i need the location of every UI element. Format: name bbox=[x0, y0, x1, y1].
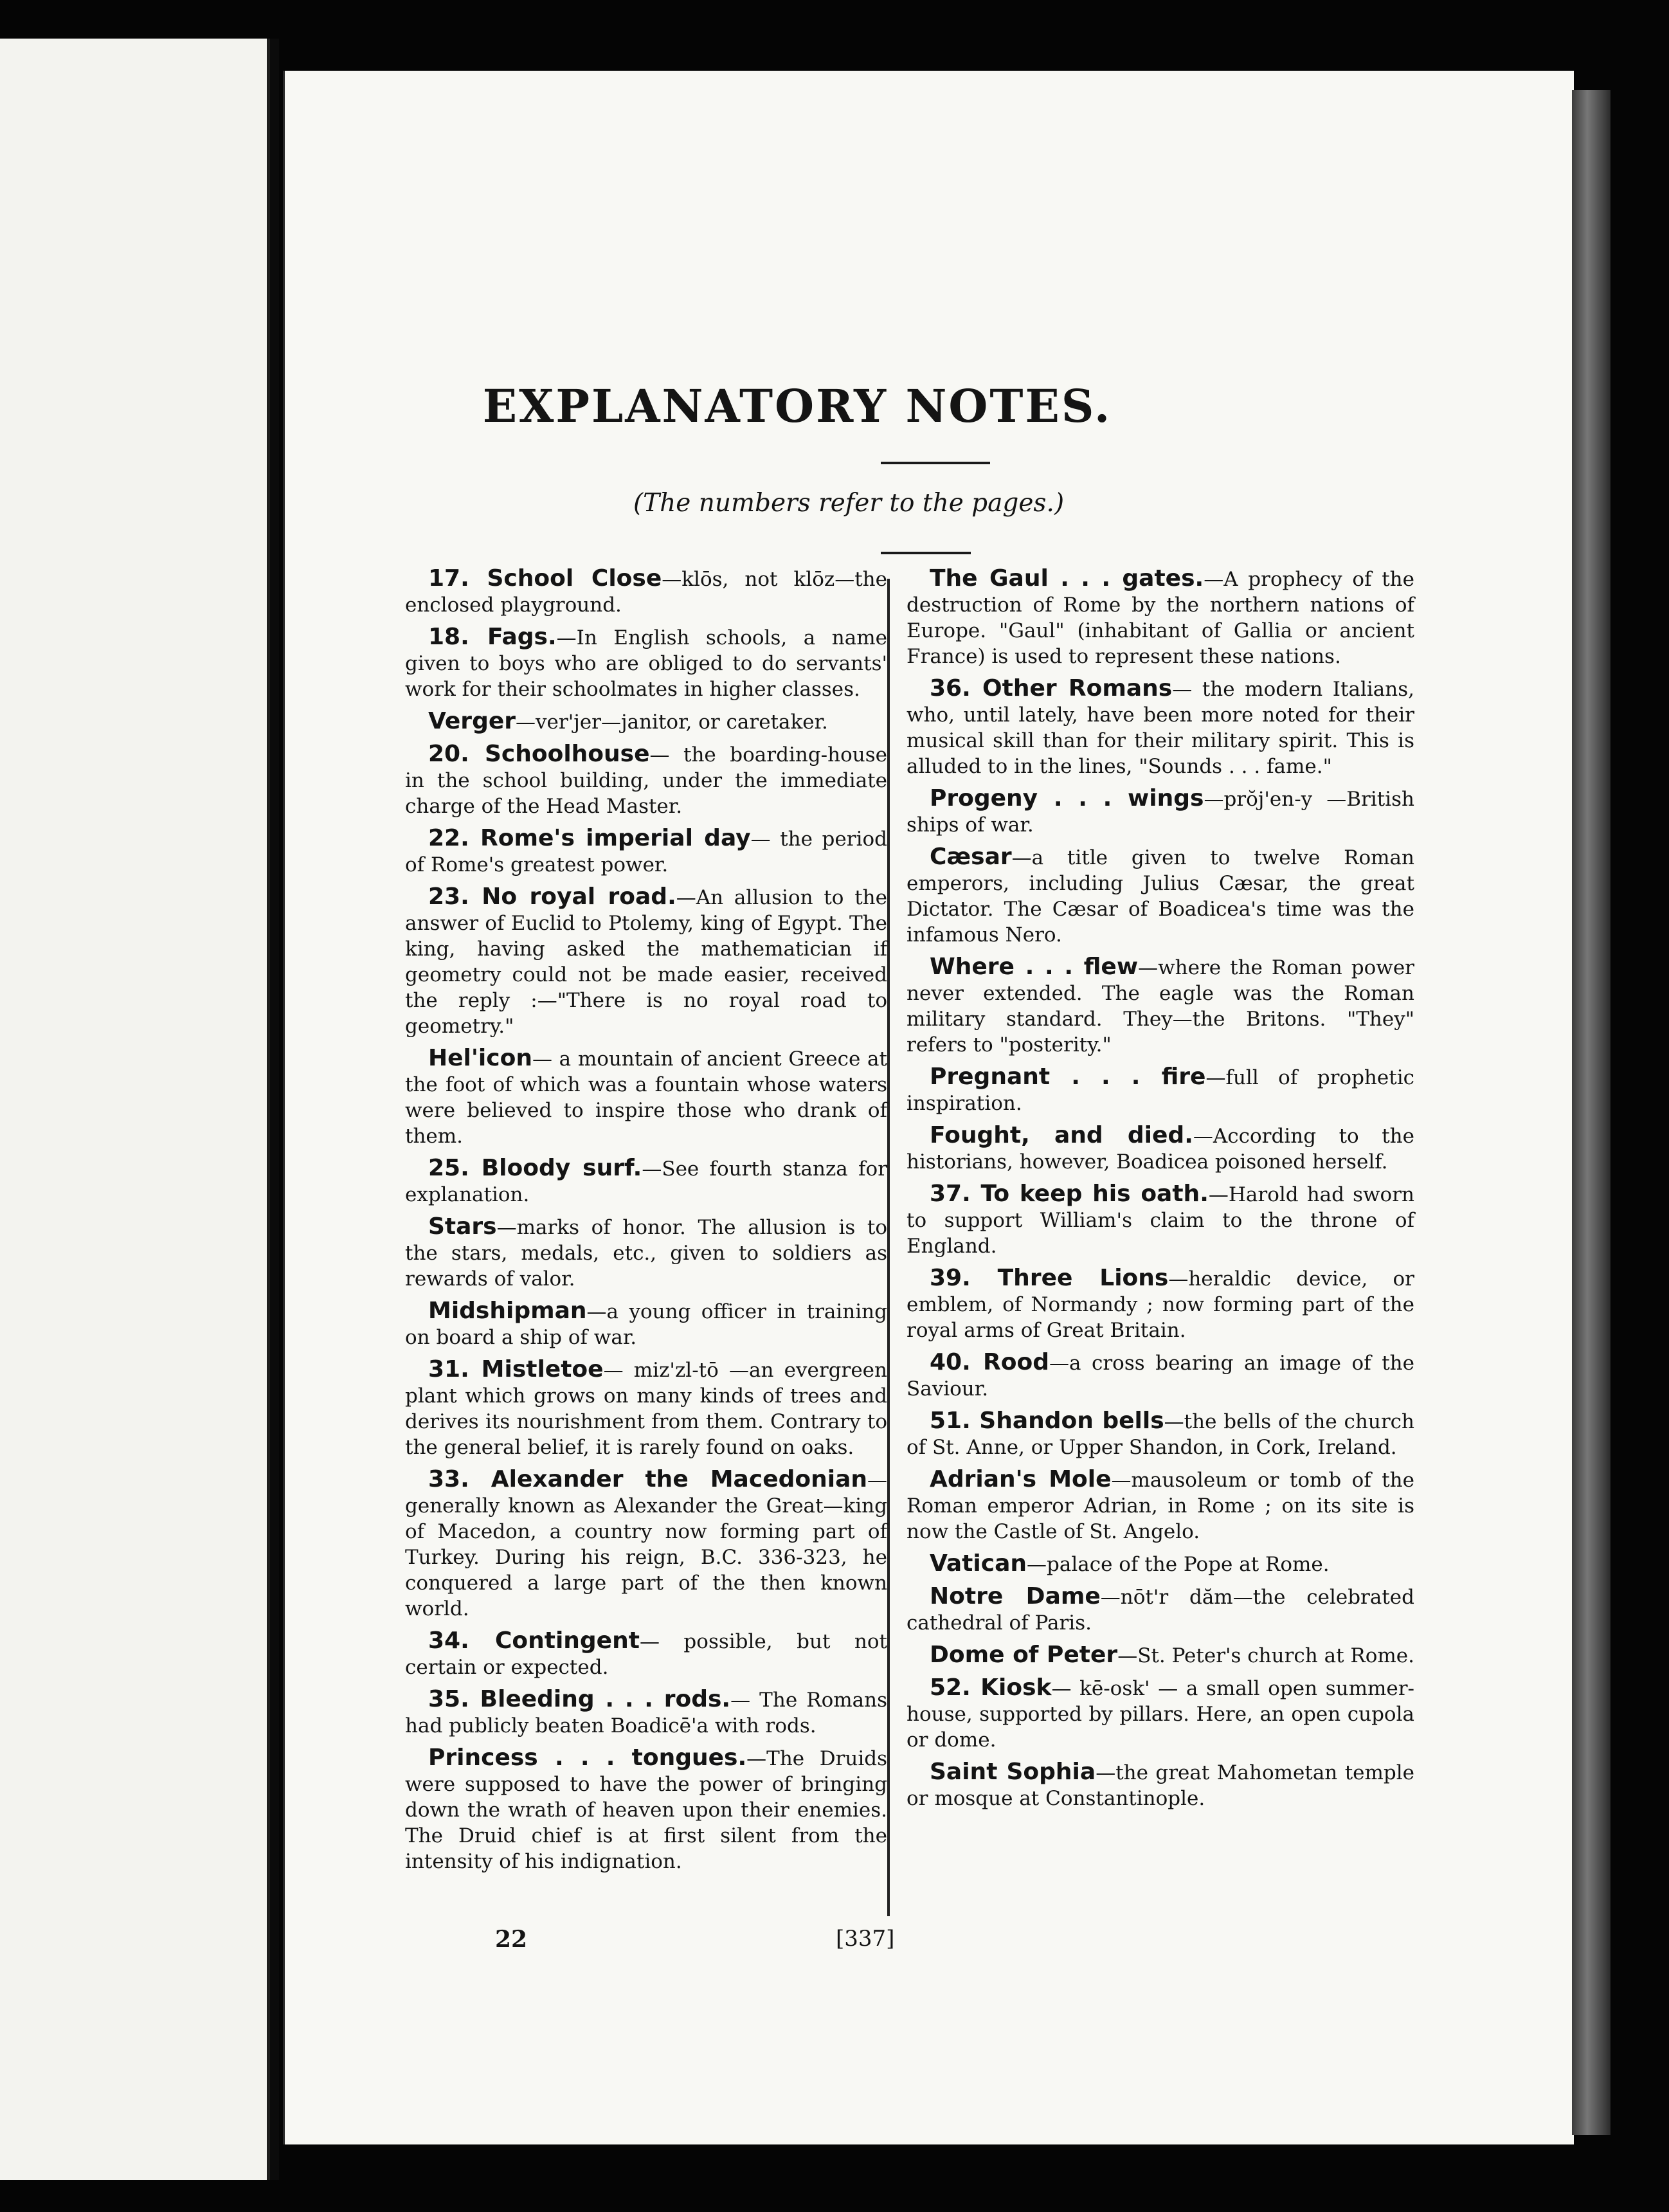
note-term: 33. Alexander the Macedonian bbox=[428, 1466, 867, 1492]
note-term: Cæsar bbox=[930, 844, 1012, 870]
note-entry bbox=[907, 1123, 1414, 1175]
note-term: Progeny . . . wings bbox=[930, 785, 1204, 811]
note-entry bbox=[907, 844, 1414, 948]
note-text: —nōt'r dăm—the celebrated cathedral of Paris. bbox=[907, 1586, 1414, 1635]
title-rule bbox=[881, 462, 990, 464]
note-term: Adrian's Mole bbox=[930, 1466, 1112, 1492]
note-text: —palace of the Pope at Rome. bbox=[1027, 1553, 1330, 1576]
note-term: Hel'icon bbox=[428, 1045, 532, 1071]
notes-right-column bbox=[907, 566, 1414, 1818]
note-text: —generally known as Alexander the Great—king of Macedon, a country now forming part of Turkey. During his reign, B.C. 336-323, he conquered a large part of the then known world. bbox=[405, 1469, 887, 1620]
signature-mark: 22 bbox=[495, 1926, 528, 1953]
note-term: 25. Bloody surf. bbox=[428, 1155, 642, 1181]
note-text: — the boarding-house in the school building, under the immediate charge of the Head Master. bbox=[405, 743, 887, 818]
note-entry bbox=[907, 1551, 1414, 1577]
note-entry bbox=[405, 884, 887, 1039]
note-text: — miz'zl-tō —an evergreen plant which grows on many kinds of trees and derives its nourishment from them. Contrary to the general belief, it is rarely found on oaks. bbox=[405, 1359, 887, 1459]
note-term: Princess . . . tongues. bbox=[428, 1745, 747, 1771]
note-entry bbox=[405, 709, 887, 735]
note-term: Stars bbox=[428, 1213, 497, 1240]
book-gutter bbox=[270, 39, 279, 2180]
note-text: —klōs, not klōz—the enclosed playground. bbox=[405, 568, 887, 617]
note-entry bbox=[907, 1350, 1414, 1402]
note-term: Dome of Peter bbox=[930, 1642, 1118, 1668]
note-text: — possible, but not certain or expected. bbox=[405, 1630, 887, 1679]
note-text: — the modern Italians, who, until lately, have been more noted for their musical skill than for their military spirit. This is alluded to in the lines, "Sounds . . . fame." bbox=[907, 678, 1415, 778]
column-divider bbox=[887, 579, 890, 1916]
note-entry bbox=[907, 1265, 1414, 1343]
note-entry bbox=[907, 1408, 1414, 1460]
note-term: 17. School Close bbox=[428, 565, 662, 592]
note-entry bbox=[405, 624, 887, 702]
page-number: [337] bbox=[836, 1926, 895, 1952]
note-entry bbox=[405, 1687, 887, 1739]
note-text: —a cross bearing an image of the Saviour. bbox=[907, 1352, 1414, 1401]
note-term: 31. Mistletoe bbox=[428, 1356, 604, 1382]
note-entry bbox=[405, 1467, 887, 1622]
note-term: 35. Bleeding . . . rods. bbox=[428, 1686, 731, 1712]
note-text: —heraldic device, or emblem, of Normandy ; now forming part of the royal arms of Great Britain. bbox=[907, 1267, 1414, 1342]
note-text: —The Druids were supposed to have the power of bringing down the wrath of heaven upon their enemies. The Druid chief is at first silent from the intensity of his indignation. bbox=[405, 1747, 887, 1873]
note-term: 20. Schoolhouse bbox=[428, 741, 650, 767]
note-text: —marks of honor. The allusion is to the stars, medals, etc., given to soldiers as rewards of valor. bbox=[405, 1216, 887, 1291]
note-term: 40. Rood bbox=[930, 1349, 1049, 1375]
note-entry bbox=[405, 1156, 887, 1208]
note-term: Midshipman bbox=[428, 1298, 587, 1324]
note-text: — the period of Rome's greatest power. bbox=[405, 828, 887, 876]
note-entry bbox=[907, 1064, 1414, 1116]
note-text: —In English schools, a name given to boys who are obliged to do servants' work for their schoolmates in higher classes. bbox=[405, 626, 887, 701]
note-term: 39. Three Lions bbox=[930, 1265, 1169, 1291]
note-entry bbox=[907, 1584, 1414, 1636]
note-term: Vatican bbox=[930, 1550, 1027, 1577]
note-entry bbox=[405, 1745, 887, 1874]
note-text: —a young officer in training on board a ship of war. bbox=[405, 1300, 887, 1349]
note-term: Where . . . flew bbox=[930, 954, 1139, 980]
note-term: 37. To keep his oath. bbox=[930, 1181, 1209, 1207]
note-text: —the great Mahometan temple or mosque at Constantinople. bbox=[907, 1761, 1414, 1810]
note-entry bbox=[907, 954, 1414, 1058]
note-entry bbox=[405, 1357, 887, 1460]
note-text: —An allusion to the answer of Euclid to Ptolemy, king of Egypt. The king, having asked the mathematician if geometry could not be made easier, received the reply :—"There is no royal road to geometry." bbox=[405, 886, 887, 1038]
subtitle-rule bbox=[881, 552, 971, 554]
note-entry bbox=[907, 1642, 1414, 1669]
note-entry bbox=[907, 566, 1414, 669]
note-entry bbox=[907, 676, 1414, 779]
note-text: —prŏj'en-y —British ships of war. bbox=[907, 788, 1414, 837]
facing-page bbox=[0, 39, 271, 2180]
note-text: —the bells of the church of St. Anne, or Upper Shandon, in Cork, Ireland. bbox=[907, 1410, 1414, 1459]
note-entry bbox=[405, 1298, 887, 1350]
note-text: —where the Roman power never extended. The eagle was the Roman military standard. They—the Britons. "They" refers to "posterity." bbox=[907, 956, 1414, 1056]
note-term: Verger bbox=[428, 708, 516, 734]
note-text: —St. Peter's church at Rome. bbox=[1117, 1644, 1414, 1667]
note-entry bbox=[907, 1181, 1414, 1259]
note-term: The Gaul . . . gates. bbox=[930, 565, 1204, 592]
note-term: 51. Shandon bells bbox=[930, 1408, 1164, 1434]
note-text: —a title given to twelve Roman emperors, including Julius Cæsar, the great Dictator. The Cæsar of Boadicea's time was the infamous Nero. bbox=[907, 846, 1414, 947]
note-text: —According to the historians, however, Boadicea poisoned herself. bbox=[907, 1125, 1414, 1174]
note-term: Saint Sophia bbox=[930, 1759, 1096, 1785]
note-entry bbox=[405, 1214, 887, 1292]
note-text: — a mountain of ancient Greece at the foot of which was a fountain whose waters were believed to inspire those who drank of them. bbox=[405, 1047, 887, 1148]
page-title: EXPLANATORY NOTES. bbox=[482, 379, 1112, 433]
note-entry bbox=[405, 566, 887, 618]
note-entry bbox=[405, 1628, 887, 1680]
note-term: 34. Contingent bbox=[428, 1627, 640, 1654]
note-term: 18. Fags. bbox=[428, 624, 557, 650]
note-entry bbox=[907, 1759, 1414, 1811]
note-entry bbox=[405, 1046, 887, 1149]
note-text: — The Romans had publicly beaten Boadicē'a with rods. bbox=[405, 1689, 888, 1737]
note-term: 22. Rome's imperial day bbox=[428, 825, 751, 851]
note-text: —A prophecy of the destruction of Rome by the northern nations of Europe. "Gaul" (inhabitant of Gallia or ancient France) is used to represent these nations. bbox=[907, 568, 1414, 668]
note-entry bbox=[907, 1675, 1414, 1753]
note-text: —See fourth stanza for explanation. bbox=[405, 1157, 888, 1206]
note-entry bbox=[405, 741, 887, 819]
note-entry bbox=[907, 1467, 1414, 1545]
note-term: Fought, and died. bbox=[930, 1122, 1193, 1148]
note-entry bbox=[907, 786, 1414, 838]
page-subtitle: (The numbers refer to the pages.) bbox=[633, 489, 1065, 518]
note-text: —full of prophetic inspiration. bbox=[907, 1066, 1414, 1115]
note-text: — kē-osk' — a small open summer-house, supported by pillars. Here, an open cupola or dome. bbox=[907, 1677, 1414, 1752]
note-term: Pregnant . . . fire bbox=[930, 1064, 1206, 1090]
note-entry bbox=[405, 826, 887, 878]
note-term: 52. Kiosk bbox=[930, 1674, 1052, 1701]
note-term: 23. No royal road. bbox=[428, 884, 676, 910]
note-text: —mausoleum or tomb of the Roman emperor Adrian, in Rome ; on its site is now the Castle of St. Angelo. bbox=[907, 1469, 1414, 1543]
note-text: —ver'jer—janitor, or caretaker. bbox=[516, 711, 828, 734]
note-text: —Harold had sworn to support William's claim to the throne of England. bbox=[907, 1183, 1414, 1258]
note-term: Notre Dame bbox=[930, 1583, 1101, 1609]
note-term: 36. Other Romans bbox=[930, 675, 1173, 702]
page-edge bbox=[1572, 90, 1610, 2135]
notes-left-column bbox=[405, 566, 887, 1881]
